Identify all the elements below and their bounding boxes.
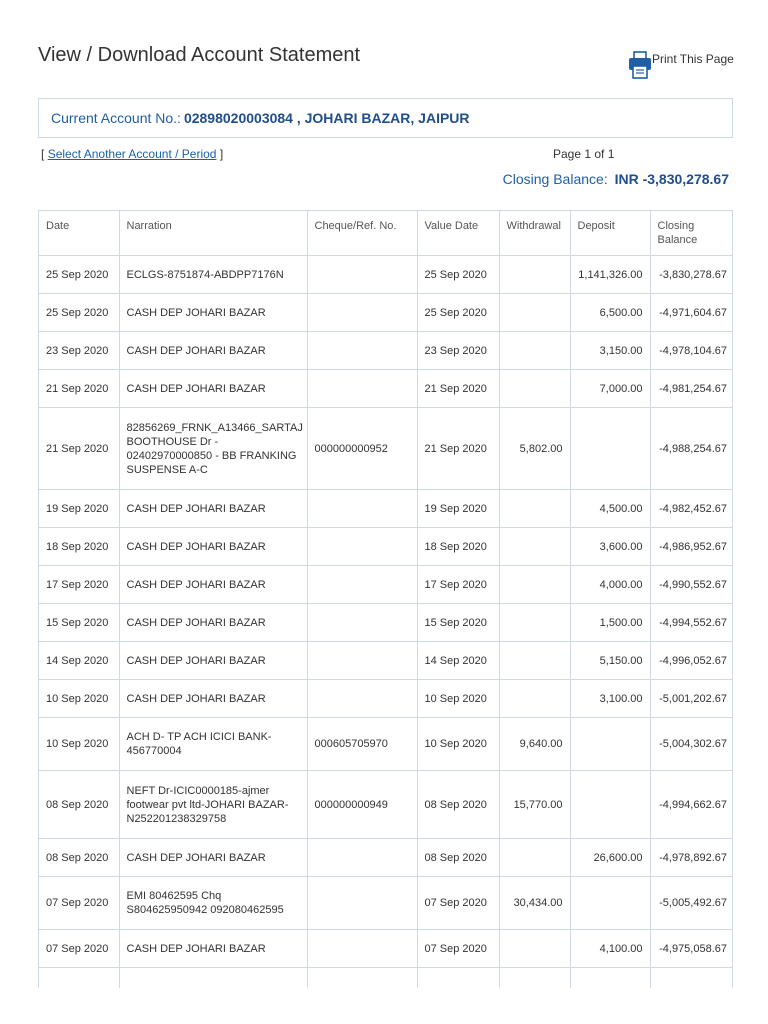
header-closing-balance: Closing Balance: [650, 211, 733, 256]
header-date: Date: [39, 211, 119, 256]
cell-narration: CASH DEP JOHARI BAZAR: [119, 332, 307, 370]
cell-withdrawal: [499, 839, 570, 877]
cell-date: 23 Sep 2020: [39, 332, 119, 370]
cell-value-date: 21 Sep 2020: [417, 408, 499, 490]
cell-closing-balance: -4,978,104.67: [650, 332, 733, 370]
cell-date: 17 Sep 2020: [39, 566, 119, 604]
select-another-account-link[interactable]: Select Another Account / Period: [47, 147, 217, 161]
cell-narration: CASH DEP JOHARI BAZAR: [119, 930, 307, 968]
cell-closing-balance: -5,004,302.67: [650, 718, 733, 771]
cell-deposit: 1,141,326.00: [570, 256, 650, 294]
printer-icon: [628, 50, 652, 80]
cell-value-date: 10 Sep 2020: [417, 718, 499, 771]
table-row: [39, 930, 733, 968]
account-label: Current Account No.:: [51, 110, 181, 126]
statement-table: [39, 210, 733, 988]
cell-closing-balance: -4,994,552.67: [650, 604, 733, 642]
cell-value-date: 19 Sep 2020: [417, 490, 499, 528]
cell-ref-no: [307, 642, 417, 680]
table-row: [39, 877, 733, 930]
cell-closing-balance: -4,978,892.67: [650, 839, 733, 877]
cell-date: 25 Sep 2020: [39, 256, 119, 294]
cell-narration: CASH DEP JOHARI BAZAR: [119, 642, 307, 680]
cell-narration: 82856269_FRNK_A13466_SARTAJ BOOTHOUSE Dr - 02402970000850 - BB FRANKING SUSPENSE A-C: [119, 408, 307, 490]
table-body: [39, 256, 733, 989]
cell-date: 19 Sep 2020: [39, 490, 119, 528]
cell-deposit: 7,000.00: [570, 370, 650, 408]
cell-date: 07 Sep 2020: [39, 930, 119, 968]
cell-withdrawal: 15,770.00: [499, 771, 570, 839]
cell-withdrawal: [499, 642, 570, 680]
table-row: [39, 294, 733, 332]
header-value-date: Value Date: [417, 211, 499, 256]
cell-ref-no: [307, 968, 417, 989]
cell-narration: CASH DEP JOHARI BAZAR: [119, 490, 307, 528]
cell-value-date: 17 Sep 2020: [417, 566, 499, 604]
cell-ref-no: [307, 566, 417, 604]
cell-ref-no: 000000000952: [307, 408, 417, 490]
cell-withdrawal: 9,640.00: [499, 718, 570, 771]
cell-closing-balance: -3,830,278.67: [650, 256, 733, 294]
closing-balance-label: Closing Balance:: [502, 171, 608, 187]
cell-deposit: [570, 718, 650, 771]
cell-deposit: 26,600.00: [570, 839, 650, 877]
cell-withdrawal: [499, 256, 570, 294]
table-row: [39, 490, 733, 528]
table-row: [39, 408, 733, 490]
cell-date: 07 Sep 2020: [39, 877, 119, 930]
account-info-box: [38, 98, 733, 138]
table-row: [39, 604, 733, 642]
header-withdrawal: Withdrawal: [499, 211, 570, 256]
bracket-close: ]: [219, 147, 224, 161]
print-page-label: Print This Page: [652, 52, 734, 66]
account-number: 02898020003084 , JOHARI BAZAR, JAIPUR: [183, 110, 470, 126]
cell-narration: CASH DEP JOHARI BAZAR: [119, 604, 307, 642]
cell-date: 10 Sep 2020: [39, 718, 119, 771]
cell-value-date: 10 Sep 2020: [417, 680, 499, 718]
cell-ref-no: [307, 604, 417, 642]
cell-value-date: 08 Sep 2020: [417, 839, 499, 877]
cell-date: 14 Sep 2020: [39, 642, 119, 680]
cell-value-date: 07 Sep 2020: [417, 877, 499, 930]
cell-withdrawal: [499, 332, 570, 370]
cell-withdrawal: [499, 294, 570, 332]
cell-ref-no: [307, 294, 417, 332]
cell-value-date: 08 Sep 2020: [417, 771, 499, 839]
cell-deposit: [570, 408, 650, 490]
table-row: [39, 718, 733, 771]
cell-narration: CASH DEP JOHARI BAZAR: [119, 680, 307, 718]
cell-value-date: 21 Sep 2020: [417, 370, 499, 408]
table-row: [39, 256, 733, 294]
cell-narration: CASH DEP JOHARI BAZAR: [119, 839, 307, 877]
cell-withdrawal: [499, 490, 570, 528]
cell-deposit: 6,500.00: [570, 294, 650, 332]
cell-narration: EMI 80462595 Chq S804625950942 092080462595: [119, 877, 307, 930]
closing-balance: [503, 171, 729, 187]
cell-narration: CASH DEP JOHARI BAZAR: [119, 528, 307, 566]
cell-deposit: 3,100.00: [570, 680, 650, 718]
cell-narration: [119, 968, 307, 989]
cell-date: 25 Sep 2020: [39, 294, 119, 332]
cell-date: 21 Sep 2020: [39, 408, 119, 490]
cell-closing-balance: -4,988,254.67: [650, 408, 733, 490]
cell-date: 08 Sep 2020: [39, 839, 119, 877]
cell-deposit: 3,150.00: [570, 332, 650, 370]
account-selector: [41, 147, 223, 161]
cell-value-date: 18 Sep 2020: [417, 528, 499, 566]
cell-value-date: [417, 968, 499, 989]
cell-date: 08 Sep 2020: [39, 771, 119, 839]
cell-closing-balance: -4,986,952.67: [650, 528, 733, 566]
page-title: View / Download Account Statement: [38, 44, 361, 66]
page-info: Page 1 of 1: [553, 147, 615, 161]
cell-ref-no: [307, 528, 417, 566]
cell-ref-no: [307, 332, 417, 370]
cell-withdrawal: [499, 680, 570, 718]
cell-date: 15 Sep 2020: [39, 604, 119, 642]
table-row: [39, 680, 733, 718]
cell-narration: CASH DEP JOHARI BAZAR: [119, 370, 307, 408]
cell-ref-no: [307, 370, 417, 408]
cell-closing-balance: -4,990,552.67: [650, 566, 733, 604]
cell-deposit: 3,600.00: [570, 528, 650, 566]
cell-closing-balance: -4,971,604.67: [650, 294, 733, 332]
header-narration: Narration: [119, 211, 307, 256]
cell-ref-no: [307, 930, 417, 968]
cell-withdrawal: [499, 930, 570, 968]
cell-narration: NEFT Dr-ICIC0000185-ajmer footwear pvt ltd-JOHARI BAZAR-N252201238329758: [119, 771, 307, 839]
cell-ref-no: [307, 490, 417, 528]
table-row: [39, 771, 733, 839]
table-row: [39, 566, 733, 604]
cell-ref-no: 000000000949: [307, 771, 417, 839]
cell-closing-balance: -4,975,058.67: [650, 930, 733, 968]
cell-date: 21 Sep 2020: [39, 370, 119, 408]
cell-deposit: 1,500.00: [570, 604, 650, 642]
cell-withdrawal: [499, 528, 570, 566]
table-header-row: [39, 211, 733, 256]
cell-closing-balance: -4,996,052.67: [650, 642, 733, 680]
cell-deposit: [570, 968, 650, 989]
print-page-link[interactable]: [628, 50, 734, 80]
cell-value-date: 14 Sep 2020: [417, 642, 499, 680]
cell-value-date: 15 Sep 2020: [417, 604, 499, 642]
cell-narration: CASH DEP JOHARI BAZAR: [119, 566, 307, 604]
cell-date: 10 Sep 2020: [39, 680, 119, 718]
cell-deposit: 4,100.00: [570, 930, 650, 968]
table-row: [39, 528, 733, 566]
cell-ref-no: [307, 877, 417, 930]
cell-closing-balance: [650, 968, 733, 989]
table-row: [39, 642, 733, 680]
table-row: [39, 370, 733, 408]
cell-ref-no: 000605705970: [307, 718, 417, 771]
cell-withdrawal: [499, 370, 570, 408]
table-row: [39, 968, 733, 989]
table-row: [39, 839, 733, 877]
table-row: [39, 332, 733, 370]
cell-date: 18 Sep 2020: [39, 528, 119, 566]
closing-balance-value: INR -3,830,278.67: [614, 171, 729, 187]
cell-withdrawal: 30,434.00: [499, 877, 570, 930]
bracket-open: [: [41, 147, 45, 161]
cell-withdrawal: [499, 968, 570, 989]
cell-date: [39, 968, 119, 989]
cell-withdrawal: [499, 566, 570, 604]
cell-deposit: 4,500.00: [570, 490, 650, 528]
cell-narration: ECLGS-8751874-ABDPP7176N: [119, 256, 307, 294]
cell-deposit: [570, 771, 650, 839]
cell-deposit: 5,150.00: [570, 642, 650, 680]
cell-value-date: 25 Sep 2020: [417, 256, 499, 294]
cell-closing-balance: -5,005,492.67: [650, 877, 733, 930]
cell-value-date: 25 Sep 2020: [417, 294, 499, 332]
cell-closing-balance: -4,994,662.67: [650, 771, 733, 839]
cell-narration: ACH D- TP ACH ICICI BANK-456770004: [119, 718, 307, 771]
cell-withdrawal: [499, 604, 570, 642]
statement-table-container: [38, 210, 733, 988]
cell-closing-balance: -4,981,254.67: [650, 370, 733, 408]
cell-narration: CASH DEP JOHARI BAZAR: [119, 294, 307, 332]
cell-closing-balance: -5,001,202.67: [650, 680, 733, 718]
cell-ref-no: [307, 256, 417, 294]
cell-withdrawal: 5,802.00: [499, 408, 570, 490]
cell-deposit: 4,000.00: [570, 566, 650, 604]
cell-value-date: 23 Sep 2020: [417, 332, 499, 370]
cell-deposit: [570, 877, 650, 930]
header-deposit: Deposit: [570, 211, 650, 256]
header-ref-no: Cheque/Ref. No.: [307, 211, 417, 256]
cell-closing-balance: -4,982,452.67: [650, 490, 733, 528]
cell-ref-no: [307, 839, 417, 877]
cell-ref-no: [307, 680, 417, 718]
cell-value-date: 07 Sep 2020: [417, 930, 499, 968]
